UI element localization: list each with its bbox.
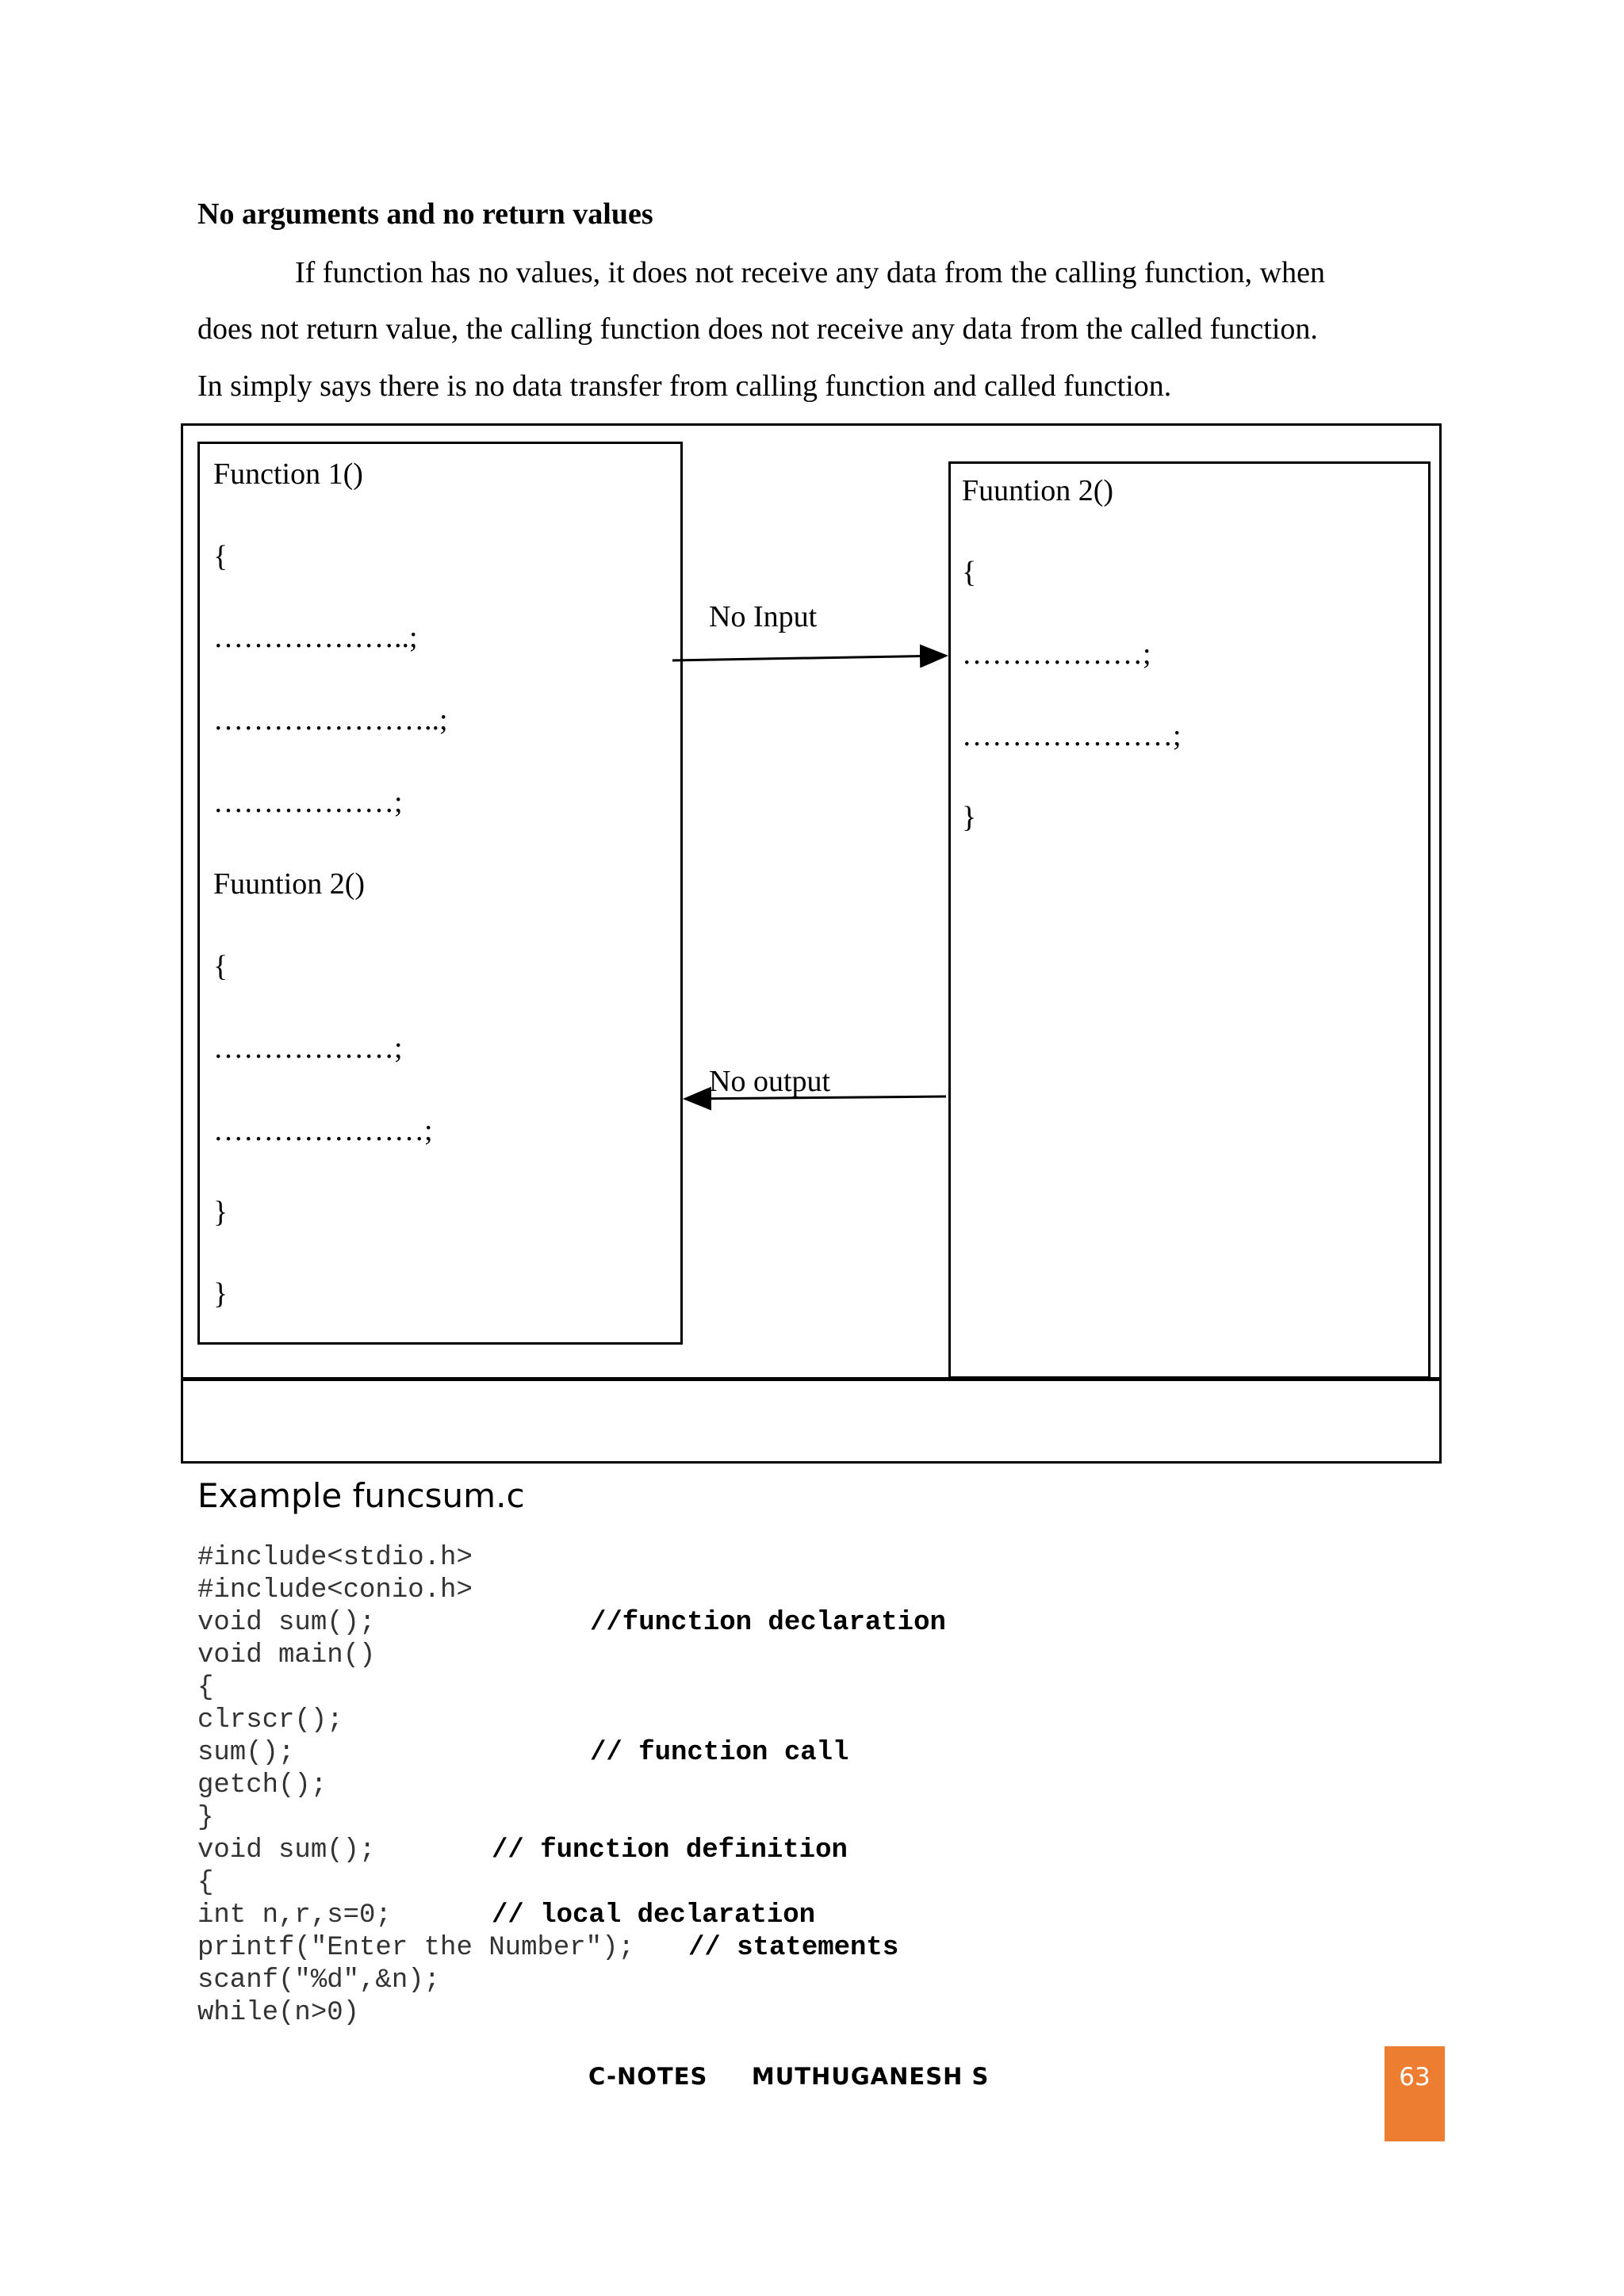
right-box-line: ………………; [962, 637, 1151, 671]
code-comment: // function definition [492, 1835, 848, 1866]
section-heading: No arguments and no return values [197, 197, 653, 231]
left-box-line: ………………..; [213, 621, 418, 654]
code-line: getch(); [197, 1770, 327, 1800]
left-box-line: Fuuntion 2() [213, 867, 366, 901]
no-output-label: No output [709, 1065, 831, 1098]
code-line: void sum(); [197, 1835, 376, 1866]
right-box-line: { [962, 556, 977, 589]
example-title: Example funcsum.c [197, 1476, 525, 1515]
right-box-line: …………………; [962, 719, 1182, 752]
code-line: } [197, 1803, 214, 1833]
left-box-line: } [213, 1196, 228, 1229]
right-box-line: Fuuntion 2() [962, 474, 1114, 507]
page-number: 63 [1399, 2063, 1431, 2091]
left-box-line: …………………..; [213, 703, 448, 737]
code-line: #include<stdio.h> [197, 1543, 473, 1573]
left-box-line: } [213, 1277, 228, 1311]
code-comment: // function call [590, 1738, 849, 1768]
paragraph-line-1: If function has no values, it does not receive any data from the calling function, when [295, 256, 1325, 289]
code-comment: //function declaration [590, 1608, 946, 1638]
code-line: void main() [197, 1640, 376, 1670]
left-box-line: { [213, 950, 228, 983]
code-line: int n,r,s=0; [197, 1900, 392, 1931]
code-line: sum(); [197, 1738, 295, 1768]
code-line: clrscr(); [197, 1705, 343, 1735]
left-box-line: Function 1() [213, 457, 363, 491]
left-box-line: ………………; [213, 786, 403, 819]
code-comment: // statements [688, 1933, 899, 1963]
paragraph-line-3: In simply says there is no data transfer from calling function and called function. [197, 369, 1172, 403]
code-line: printf("Enter the Number"); [197, 1933, 634, 1963]
code-line: scanf("%d",&n); [197, 1965, 441, 1996]
no-input-label: No Input [709, 600, 818, 633]
left-box-line: ………………; [213, 1031, 403, 1065]
footer-text: C-NOTES MUTHUGANESH S [588, 2063, 990, 2090]
code-line: { [197, 1868, 214, 1898]
paragraph-line-2: does not return value, the calling function does not receive any data from the called function. [197, 312, 1318, 346]
code-comment: // local declaration [492, 1900, 816, 1931]
page-number-badge [1385, 2046, 1445, 2141]
no-input-arrow [672, 656, 946, 660]
code-line: void sum(); [197, 1608, 376, 1638]
code-line: { [197, 1673, 214, 1703]
code-line: while(n>0) [197, 1998, 360, 2028]
code-line: #include<conio.h> [197, 1575, 473, 1605]
left-box-line: …………………; [213, 1114, 433, 1147]
left-box-line: { [213, 540, 228, 573]
right-box-line: } [962, 801, 977, 834]
